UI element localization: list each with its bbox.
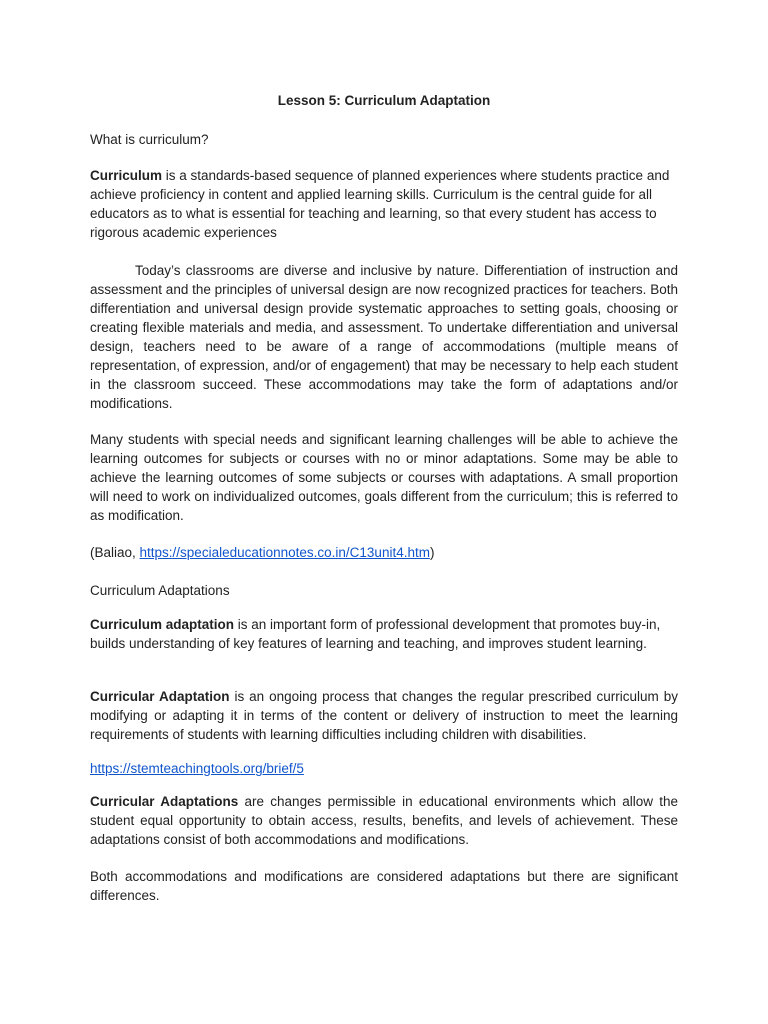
stem-link-line <box>90 759 678 778</box>
curricular-adaptation-text: is an ongoing process that changes the regular prescribed curriculum by modifying or adapting it in terms of the content or delivery of instruction to meet the learning requirements of students with learning difficulties including children with disabilities. <box>90 689 678 742</box>
citation <box>90 543 678 562</box>
question-text: What is curriculum? <box>90 132 209 147</box>
term-curriculum-adaptation: Curriculum adaptation <box>90 617 235 632</box>
term-curricular-adaptation: Curricular Adaptation <box>90 689 230 704</box>
special-needs-paragraph: Many students with special needs and significant learning challenges will be able to achieve the learning outcomes for subjects or courses with no or minor adaptations. Some may be able to achieve the learning outcomes of some subjects or courses with adaptations. A small proportion will need to work on individualized outcomes, goals different from the curriculum; this is referred to as modification. <box>90 432 678 523</box>
curriculum-adaptation-paragraph <box>90 615 678 653</box>
curricular-adaptation-paragraph <box>90 687 678 744</box>
curriculum-definition-text: is a standards-based sequence of planned experiences where students practice and achieve proficiency in content and applied learning skills. Curriculum is the central guide for all educators as to what is essential for teaching and learning, so that every student has access to rigorous academic experiences <box>90 168 670 240</box>
citation-suffix: ) <box>429 545 435 560</box>
term-curricular-adaptations: Curricular Adaptations <box>90 794 239 809</box>
curriculum-adaptation-text: is an important form of professional development that promotes buy-in, builds understanding of key features of learning and teaching, and improves student learning. <box>90 617 661 651</box>
term-curriculum: Curriculum <box>90 168 163 183</box>
diverse-classrooms-paragraph: Today’s classrooms are diverse and inclusive by nature. Differentiation of instruction and assessment and the principles of universal design are now recognized practices for teachers. Both differentiation and universal design provide systematic approaches to setting goals, choosing or creating flexible materials and media, and assessment. To undertake differentiation and universal design, teachers need to be aware of a range of accommodations (multiple means of representation, of expression, and/or of engagement) that may be necessary to help each student in the classroom succeed. These accommodations may take the form of adaptations and/or modifications. <box>90 263 678 411</box>
curriculum-definition <box>90 166 678 242</box>
citation-link[interactable]: https://specialeducationnotes.co.in/C13unit4.htm <box>139 545 430 560</box>
citation-prefix: (Baliao, <box>90 545 140 560</box>
lesson-title: Lesson 5: Curriculum Adaptation <box>277 93 491 108</box>
subheading-curriculum-adaptations: Curriculum Adaptations <box>90 583 230 598</box>
stem-link[interactable]: https://stemteachingtools.org/brief/5 <box>90 761 304 776</box>
curricular-adaptations-text: are changes permissible in educational environments which allow the student equal opportunity to obtain access, results, benefits, and levels of achievement. These adaptations consist of both accommodations and modifications. <box>90 794 678 847</box>
curricular-adaptations-paragraph <box>90 792 678 849</box>
differences-paragraph: Both accommodations and modifications are considered adaptations but there are significant differences. <box>90 869 678 903</box>
